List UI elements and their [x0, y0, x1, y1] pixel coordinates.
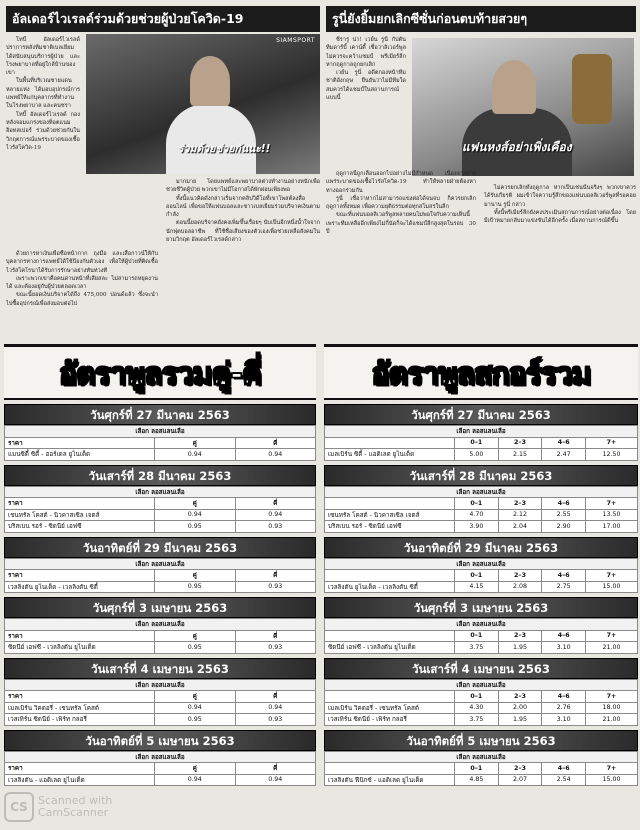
odds-table: [324, 751, 638, 787]
subheader-label: เลือก ลอสแลนเลือ: [325, 486, 638, 498]
odds-block: [324, 730, 638, 787]
headline: อัลเดอร์ไวเรลด์ร่วมด้วยช่วยผู้ป่วยโควิด-19: [6, 6, 320, 32]
odd-price: 0.94: [155, 774, 236, 786]
subheader-label: เลือก ลอสแลนเลือ: [5, 619, 316, 631]
score-range-header: 2–3: [498, 498, 542, 510]
score-price: 4.30: [455, 702, 499, 714]
article-paragraph: ขณะที่แฟนบอลลิเวอร์พูลหลายคนไม่พอใจกับความเห็นนี้ เพราะทีมเหลืออีกเพียงไม่กี่นัดก็จะได้แชมป์ลีกสูงสุดในรอบ 30 ปี: [326, 212, 476, 236]
match-date: วันอาทิตย์ที่ 5 เมษายน 2563: [4, 730, 316, 751]
table-row: [325, 449, 638, 461]
match-name: เวลลิงตัน - แอดิเลด ยูไนเต็ด: [5, 774, 155, 786]
table-row: [5, 521, 316, 533]
score-range-header: 2–3: [498, 630, 542, 642]
player-photo: [412, 38, 634, 176]
odds-block: [4, 465, 316, 533]
text-column: [484, 184, 636, 336]
article-rooney: [326, 6, 636, 336]
score-range-header: 0–1: [455, 691, 499, 703]
photo-head: [492, 60, 536, 114]
table-header: [5, 498, 316, 510]
section-title: อัตราพูลรวมคู่-คี่: [4, 344, 316, 400]
odd-header: คู่: [155, 630, 236, 642]
odds-block: [324, 597, 638, 654]
score-price: 2.75: [542, 581, 586, 593]
odd-header: คู่: [155, 437, 236, 449]
article-paragraph: ทั้งนี้พรีเมียร์ลีกยังคงประเมินสถานการณ์อย่างต่อเนื่อง โดยมีเป้าหมายกลับมาแข่งขันได้อีกครั้ง เมื่อสถานการณ์ดีขึ้น: [484, 209, 636, 225]
table-header: [325, 570, 638, 582]
subheader-label: เลือก ลอสแลนเลือ: [5, 751, 316, 763]
match-date: วันศุกร์ที่ 27 มีนาคม 2563: [4, 404, 316, 425]
odd-price: 0.94: [155, 702, 236, 714]
price-header: ราคา: [5, 763, 155, 775]
odd-price: 0.95: [155, 521, 236, 533]
score-price: 2.07: [498, 774, 542, 786]
score-price: 21.00: [586, 714, 638, 726]
even-price: 0.93: [235, 714, 316, 726]
price-header: ราคา: [5, 570, 155, 582]
match-header: [325, 630, 455, 642]
score-price: 12.50: [586, 449, 638, 461]
even-price: 0.93: [235, 581, 316, 593]
photo-head: [190, 56, 230, 106]
table-row: [5, 714, 316, 726]
match-date: วันศุกร์ที่ 3 เมษายน 2563: [4, 597, 316, 618]
odds-table: [324, 486, 638, 533]
match-header: [325, 437, 455, 449]
price-header: ราคา: [5, 691, 155, 703]
subheader-label: เลือก ลอสแลนเลือ: [325, 679, 638, 691]
score-range-header: 0–1: [455, 763, 499, 775]
subheader-label: เลือก ลอสแลนเลือ: [325, 426, 638, 438]
match-name: เมลเบิร์น ซิตี้ - แอดิเลด ยูไนเต็ด: [325, 449, 455, 461]
score-range-header: 4–6: [542, 498, 586, 510]
score-range-header: 0–1: [455, 498, 499, 510]
even-header: คี่: [235, 570, 316, 582]
match-name: ซิดนีย์ เอฟซี - เวลลิงตัน ยูไนเต็ด: [5, 642, 155, 654]
odds-table: [4, 618, 316, 654]
article-paragraph: ฤดูกาลนี้ถูกเลื่อนออกไปอย่างไม่มีกำหนด เนื่องจากการแพร่ระบาดของเชื้อไวรัสโควิด-19 ทำให้หลายฝ่ายต้องหาทางออกร่วมกัน: [326, 171, 476, 194]
article-paragraph: ด้วยการหาเงินเพื่อซื้อหน้ากาก ถุงมือ และเสื้อกาวน์ให้กับบุคลากรทางการแพทย์ได้ใช้ป้องกันตัวเอง เพื่อให้ผู้ป่วยที่ติดเชื้อไวรัสโคโรนาได้รับการรักษาอย่างทันท่วงที: [6, 251, 158, 274]
subheader-label: เลือก ลอสแลนเลือ: [5, 679, 316, 691]
odd-header: คู่: [155, 691, 236, 703]
subheader-label: เลือก ลอสแลนเลือ: [5, 558, 316, 570]
score-price: 3.75: [455, 714, 499, 726]
score-range-header: 4–6: [542, 570, 586, 582]
table-header: [5, 691, 316, 703]
article-paragraph: รูนี่ เชื่อว่าหากไม่สามารถแข่งต่อได้จนจบ ก็ควรยกเลิกฤดูกาลทั้งหมด เพื่อความยุติธรรมต่อทุกสโมสรในลีก: [326, 195, 476, 211]
table-row: [5, 702, 316, 714]
table-subheader: [325, 619, 638, 631]
subheader-label: เลือก ลอสแลนเลือ: [325, 558, 638, 570]
score-price: 2.04: [498, 521, 542, 533]
table-header: [325, 437, 638, 449]
table-subheader: [5, 426, 316, 438]
score-price: 18.00: [586, 702, 638, 714]
match-name: เวสเทิร์น ซิดนีย์ - เพิร์ท กลอรี่: [325, 714, 455, 726]
score-price: 3.75: [455, 642, 499, 654]
photo-caption: แฟนหงส์อย่าเพิ่งเคือง: [462, 140, 572, 154]
table-subheader: [5, 486, 316, 498]
total-score-pool-section: [324, 344, 638, 830]
score-price: 2.90: [542, 521, 586, 533]
odd-price: 0.95: [155, 714, 236, 726]
score-price: 2.08: [498, 581, 542, 593]
article-paragraph: ไม่ควรยกเลิกทั้งฤดูกาล หากเป็นเช่นนั้นจริงๆ พวกเขาควรได้รับเกียรติ ผมเข้าใจความรู้สึกของแฟนบอลลิเวอร์พูลที่รอคอยมานาน รูนี่ กล่าว: [484, 185, 636, 208]
even-header: คี่: [235, 691, 316, 703]
odd-even-pool-section: [4, 344, 316, 830]
table-subheader: [325, 679, 638, 691]
match-name: เมลเบิร์น วิคตอรี่ - เชนทรัล โคสต์: [5, 702, 155, 714]
match-date: วันอาทิตย์ที่ 29 มีนาคม 2563: [4, 537, 316, 558]
score-price: 17.00: [586, 521, 638, 533]
headline: รูนี่ยังยิ้มยกเลิกซีซั่นก่อนตบท้ายสวยๆ: [326, 6, 636, 32]
odds-block: [4, 658, 316, 726]
score-range-header: 7+: [586, 498, 638, 510]
score-range-header: 0–1: [455, 630, 499, 642]
score-range-header: 0–1: [455, 437, 499, 449]
odd-header: คู่: [155, 570, 236, 582]
score-range-header: 7+: [586, 570, 638, 582]
article-paragraph: ขณะนี้ยอดเงินบริจาคได้ถึง 475,000 ปอนด์แล้ว ซึ่งจะนำไปซื้ออุปกรณ์เพื่อส่งมอบต่อไป: [6, 292, 158, 307]
even-price: 0.94: [235, 449, 316, 461]
odds-table: [324, 618, 638, 654]
match-name: เวลลิงตัน ยูไนเต็ด - เวลลิงตัน ซิตี้: [5, 581, 155, 593]
subheader-label: เลือก ลอสแลนเลือ: [5, 486, 316, 498]
even-price: 0.94: [235, 702, 316, 714]
table-header: [325, 763, 638, 775]
odds-table: [4, 486, 316, 533]
odds-table: [324, 558, 638, 594]
score-price: 2.47: [542, 449, 586, 461]
match-name: เวสเทิร์น ซิดนีย์ - เพิร์ท กลอรี่: [5, 714, 155, 726]
match-name: เวลลิงตัน ฟีนิกซ์ - แอดิเลด ยูไนเต็ด: [325, 774, 455, 786]
section-title: อัตราพูลสกอร์รวม: [324, 344, 638, 400]
even-price: 0.94: [235, 509, 316, 521]
table-subheader: [5, 679, 316, 691]
score-price: 4.85: [455, 774, 499, 786]
even-price: 0.93: [235, 521, 316, 533]
score-price: 3.10: [542, 714, 586, 726]
match-header: [325, 691, 455, 703]
match-name: ซิดนีย์ เอฟซี - เวลลิงตัน ยูไนเต็ด: [325, 642, 455, 654]
odds-block: [4, 730, 316, 787]
article-paragraph: เวย์น รูนี่ อดีตกองหน้าทีมชาติอังกฤษ ยืนยันว่าไม่มีทีมใดสมควรได้แชมป์ในสถานการณ์แบบนี้: [326, 70, 406, 102]
table-header: [325, 498, 638, 510]
match-date: วันเสาร์ที่ 4 เมษายน 2563: [4, 658, 316, 679]
odds-table: [4, 558, 316, 594]
match-name: เมลเบิร์น วิคตอรี่ - เซนทรัล โคสต์: [325, 702, 455, 714]
even-price: 0.94: [235, 774, 316, 786]
article-alderweireld: [6, 6, 320, 336]
even-price: 0.93: [235, 642, 316, 654]
text-column: [6, 250, 158, 336]
subheader-label: เลือก ลอสแลนเลือ: [5, 426, 316, 438]
watermark-line: Scanned with: [38, 794, 113, 807]
camscanner-logo-icon: CS: [4, 792, 34, 822]
score-range-header: 4–6: [542, 691, 586, 703]
match-date: วันเสาร์ที่ 4 เมษายน 2563: [324, 658, 638, 679]
score-price: 3.90: [455, 521, 499, 533]
odds-block: [4, 404, 316, 461]
table-subheader: [5, 558, 316, 570]
score-price: 4.15: [455, 581, 499, 593]
table-subheader: [5, 619, 316, 631]
article-paragraph: ตอนนี้ยอดบริจาคยังคงเพิ่มขึ้นเรื่อยๆ นับเป็นอีกหนึ่งน้ำใจจากนักฟุตบอลอาชีพ ที่ใช้ชื่อเสียงของตัวเองเพื่อช่วยเหลือสังคมในยามวิกฤต อัลเดอร์ไวเรลด์กล่าว: [166, 220, 320, 244]
odds-table: [324, 679, 638, 726]
text-column: [326, 170, 476, 336]
odd-price: 0.94: [155, 449, 236, 461]
even-header: คี่: [235, 630, 316, 642]
table-header: [5, 437, 316, 449]
score-price: 2.54: [542, 774, 586, 786]
article-paragraph: โทบี้ อัลเดอร์ไวเรลด์ ปราการหลังทีมชาติเบลเยียม ได้สนับสนุนบริการผู้ป่วย และโรงพยาบาลที่อยู่ใกล้บ้านของเขา: [6, 37, 80, 77]
odds-blocks: [324, 404, 638, 786]
match-header: [325, 498, 455, 510]
odds-table: [4, 425, 316, 461]
score-range-header: 2–3: [498, 437, 542, 449]
score-range-header: 7+: [586, 630, 638, 642]
score-price: 13.50: [586, 509, 638, 521]
table-header: [5, 630, 316, 642]
odd-price: 0.94: [155, 509, 236, 521]
score-price: 5.00: [455, 449, 499, 461]
score-price: 2.15: [498, 449, 542, 461]
table-row: [325, 642, 638, 654]
price-header: ราคา: [5, 437, 155, 449]
subheader-label: เลือก ลอสแลนเลือ: [325, 751, 638, 763]
article-paragraph: โทบี้ อัลเดอร์ไวเรลด์ กองหลังจอมแกร่งของท็อตแนม ฮ็อทสเปอร์ ร่วมด้วยช่วยกันในวิกฤตการณ์แพร่ระบาดของเชื้อไวรัสโควิด-19: [6, 111, 80, 151]
odds-block: [324, 465, 638, 533]
photo-caption: ร่วมด้วยช่วยกันนะ!!: [178, 143, 271, 155]
table-row: [5, 774, 316, 786]
odds-block: [4, 597, 316, 654]
table-row: [325, 714, 638, 726]
table-row: [5, 581, 316, 593]
even-header: คี่: [235, 763, 316, 775]
score-price: 1.95: [498, 642, 542, 654]
table-header: [325, 630, 638, 642]
score-price: 15.00: [586, 581, 638, 593]
odds-block: [324, 658, 638, 726]
score-range-header: 4–6: [542, 763, 586, 775]
score-range-header: 2–3: [498, 691, 542, 703]
score-range-header: 0–1: [455, 570, 499, 582]
price-header: ราคา: [5, 630, 155, 642]
article-body: [326, 32, 636, 336]
score-range-header: 4–6: [542, 437, 586, 449]
odds-table: [324, 425, 638, 461]
match-name: แมนซิตี้ ซิตี้ - ฮอร์เดล ยูไนเต็ด: [5, 449, 155, 461]
odd-price: 0.95: [155, 581, 236, 593]
score-range-header: 2–3: [498, 570, 542, 582]
score-range-header: 2–3: [498, 763, 542, 775]
odds-blocks: [4, 404, 316, 786]
score-price: 2.00: [498, 702, 542, 714]
article-paragraph: ชีรารู่ น่า! เวย์น รูนี่ กัปตันทีมดาร์บี้ เคาน์ตี้ เชื่อว่าลิเวอร์พูลไม่ควรจะคว้าแชมป์ พรีเมียร์ลีก หากฤดูกาลถูกยกเลิก: [326, 37, 406, 68]
even-header: คี่: [235, 498, 316, 510]
table-row: [325, 702, 638, 714]
article-paragraph: มากมาย โดยแพทย์และพยาบาลต่างทำงานอย่างหนักเพื่อช่วยชีวิตผู้ป่วย พวกเขาไม่มีโอกาสได้พักผ่อนเพียงพอ: [166, 179, 320, 194]
table-subheader: [5, 751, 316, 763]
match-name: เซนทรัล โคสต์ - นิวคาสเซิล เจตส์: [325, 509, 455, 521]
article-paragraph: ทั้งนี้แนวคิดดังกล่าวเริ่มจากคลิปวิดีโอที่เขาโพสต์ลงสื่อออนไลน์ เพื่อขอให้แฟนบอลและชาวเบลเยียมร่วมบริจาคเงินตามกำลัง: [166, 195, 320, 219]
match-name: เวลลิงตัน ยูไนเต็ด - เวลลิงตัน ซิตี้: [325, 581, 455, 593]
score-price: 15.00: [586, 774, 638, 786]
article-paragraph: เพราะพวกเขาคือคนด่านหน้าที่เสียสละ ไม่สามารถหยุดงานได้ และต้องอยู่กับผู้ป่วยตลอดเวลา: [6, 275, 158, 291]
table-row: [325, 774, 638, 786]
text-column: [326, 36, 406, 166]
match-date: วันอาทิตย์ที่ 29 มีนาคม 2563: [324, 537, 638, 558]
scanner-watermark: [4, 792, 112, 822]
photo-credit: SIAMSPORT: [276, 37, 315, 44]
score-range-header: 4–6: [542, 630, 586, 642]
score-price: 4.70: [455, 509, 499, 521]
match-name: เชนทรัล โคสต์ - นิวคาสเซิล เจตส์: [5, 509, 155, 521]
match-header: [325, 763, 455, 775]
score-price: 21.00: [586, 642, 638, 654]
odds-table: [4, 751, 316, 787]
match-header: [325, 570, 455, 582]
odds-table: [4, 679, 316, 726]
table-subheader: [325, 751, 638, 763]
score-price: 2.76: [542, 702, 586, 714]
odds-block: [324, 537, 638, 594]
match-date: วันอาทิตย์ที่ 5 เมษายน 2563: [324, 730, 638, 751]
text-column: [166, 178, 320, 336]
match-date: วันเสาร์ที่ 28 มีนาคม 2563: [324, 465, 638, 486]
subheader-label: เลือก ลอสแลนเลือ: [325, 619, 638, 631]
table-row: [325, 581, 638, 593]
odd-header: คู่: [155, 763, 236, 775]
table-row: [325, 509, 638, 521]
even-header: คี่: [235, 437, 316, 449]
score-price: 2.12: [498, 509, 542, 521]
score-range-header: 7+: [586, 691, 638, 703]
watermark-line: CamScanner: [38, 806, 109, 819]
article-paragraph: ในพื้นที่บริเวณชายแดนหลายแห่ง ได้มอบอุปกรณ์การแพทย์ให้แก่บุคลากรที่ทำงานในโรงพยาบาล และคนชรา: [6, 78, 80, 110]
score-price: 2.55: [542, 509, 586, 521]
odds-block: [324, 404, 638, 461]
match-name: บริสเบน รอร์ - ซิดนีย์ เอฟซี: [5, 521, 155, 533]
table-row: [5, 509, 316, 521]
match-date: วันเสาร์ที่ 28 มีนาคม 2563: [4, 465, 316, 486]
table-row: [325, 521, 638, 533]
article-body: [6, 32, 320, 336]
table-header: [5, 763, 316, 775]
photo-shirt: [166, 104, 256, 174]
trophy-icon: [572, 54, 612, 124]
table-subheader: [325, 558, 638, 570]
score-price: 1.95: [498, 714, 542, 726]
text-column: [6, 36, 80, 246]
odds-block: [4, 537, 316, 594]
score-range-header: 7+: [586, 437, 638, 449]
table-header: [325, 691, 638, 703]
table-header: [5, 570, 316, 582]
match-date: วันศุกร์ที่ 27 มีนาคม 2563: [324, 404, 638, 425]
score-price: 3.10: [542, 642, 586, 654]
match-date: วันศุกร์ที่ 3 เมษายน 2563: [324, 597, 638, 618]
odd-header: คู่: [155, 498, 236, 510]
table-row: [5, 642, 316, 654]
table-subheader: [325, 426, 638, 438]
watermark-text: [38, 795, 112, 819]
odd-price: 0.95: [155, 642, 236, 654]
table-subheader: [325, 486, 638, 498]
score-range-header: 7+: [586, 763, 638, 775]
table-row: [5, 449, 316, 461]
price-header: ราคา: [5, 498, 155, 510]
player-photo: [86, 34, 320, 174]
match-name: บริสเบน รอร์ - ซิดนีย์ เอฟซี: [325, 521, 455, 533]
